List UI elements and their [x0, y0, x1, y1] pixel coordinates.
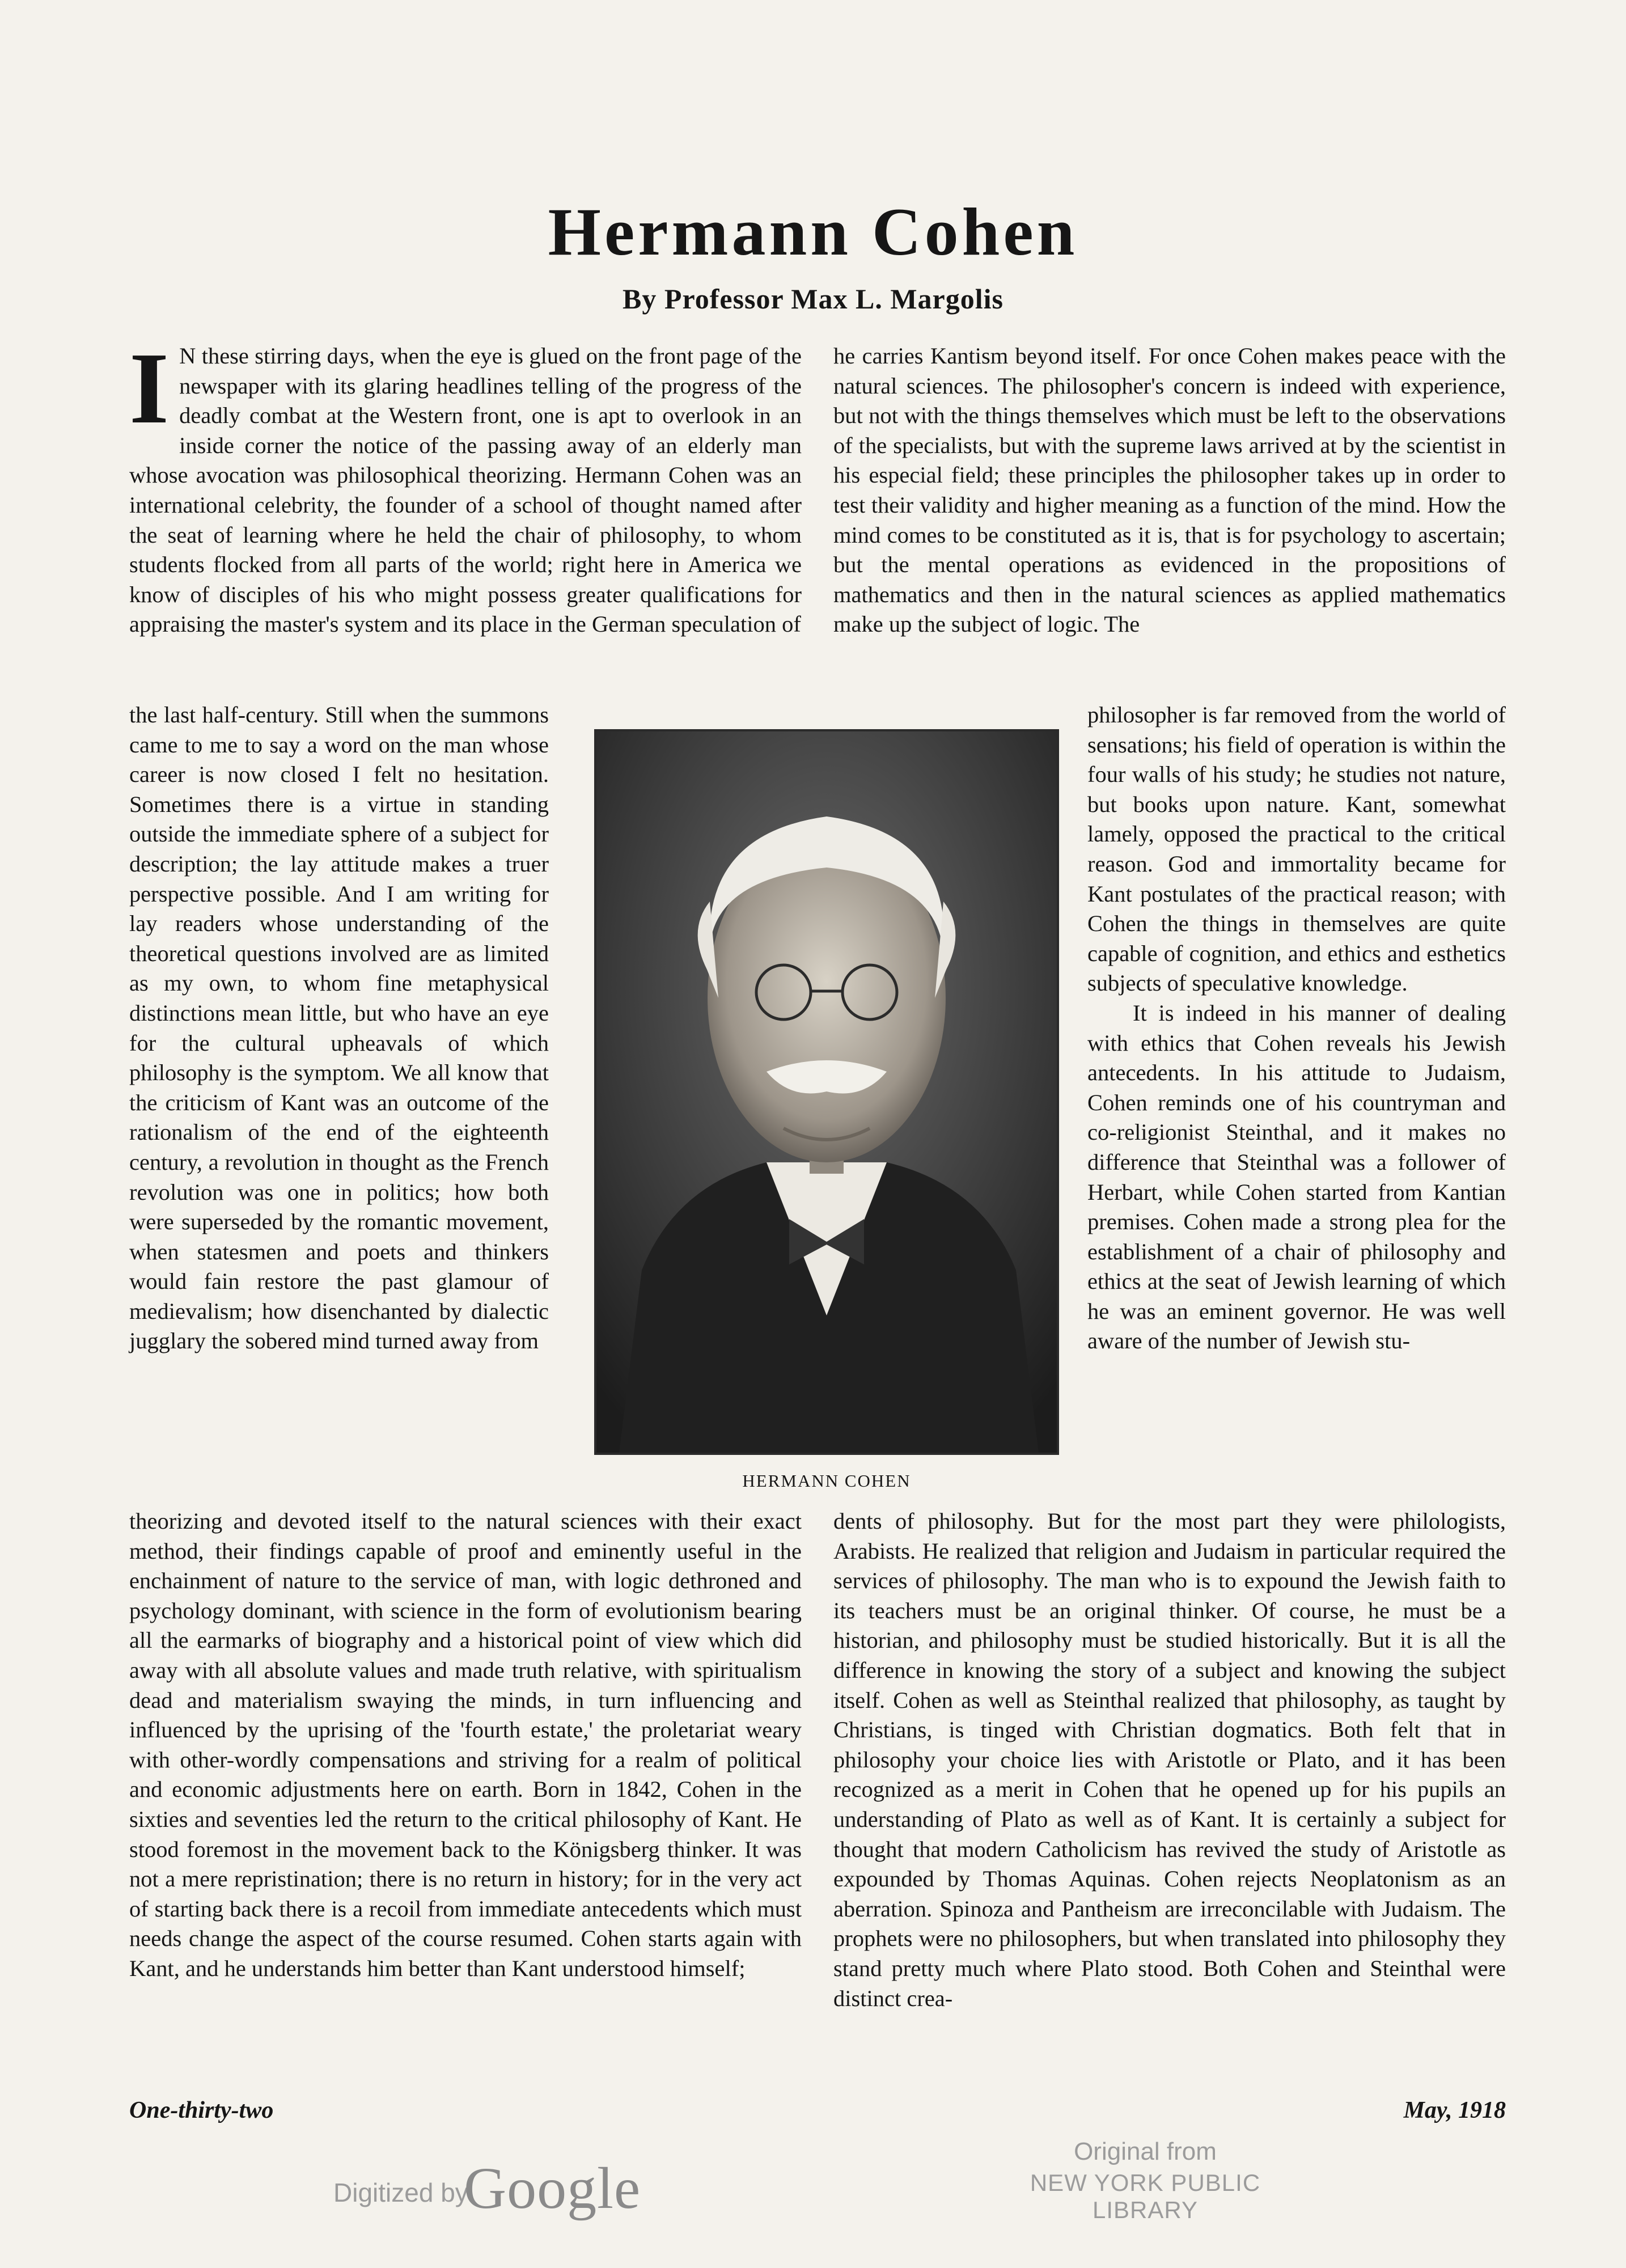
drop-cap: I	[129, 332, 170, 445]
portrait-photo	[594, 729, 1059, 1455]
body-right-mid-para1: philosopher is far removed from the world of sensations; his field of operation is within the four walls of his study; he studies not nature, but books upon nature. Kant, somewhat lamely, opposed the practical to the critical reason. God and immortality became for Kant postulates of the practical reason; with Cohen the things in themselves are quite capable of cognition, and ethics and esthetics subjects of speculative knowledge.	[1087, 702, 1506, 996]
library-name: NEW YORK PUBLIC LIBRARY	[1030, 2169, 1261, 2223]
body-left-top	[129, 332, 802, 640]
article-byline: By Professor Max L. Margolis	[623, 283, 1003, 315]
body-left-mid: the last half-century. Still when the summons came to me to say a word on the man whose career is now closed I felt no hesitation. Sometimes there is a virtue in standing outside the immediate sphere of a subject for description; the lay attitude makes a truer perspective possible. And I am writing for lay readers whose understanding of the theoretical questions involved are as limited as my own, to whom fine metaphysical distinctions mean little, but who have an eye for the cultural upheavals of which philosophy is the symptom. We all know that the criticism of Kant was an outcome of the rationalism of the end of the eighteenth century, a revolution in thought as the French revolution was one in politics; how both were superseded by the romantic movement, when statesmen and poets and thinkers would fain restore the past glamour of medievalism; how disenchanted by dialectic jugglary the sobered mind turned away from	[129, 702, 549, 1354]
photo-caption: HERMANN COHEN	[742, 1471, 911, 1491]
body-right-top: he carries Kantism beyond itself. For once Cohen makes peace with the natural sciences. The philosopher's concern is indeed with experience, but not with the things themselves which must be left to the observations of the specialists, but with the supreme laws arrived at by the scientist in his especial field; these principles the philosopher takes up in order to test their validity and higher meaning as a function of the mind. How the mind comes to be constituted as it is, that is for psychology to ascertain; but the mental operations as evidenced in the propositions of mathematics and then in the natural sciences as applied mathematics make up the subject of logic. The	[833, 343, 1506, 637]
google-logo: Google	[464, 2156, 641, 2221]
body-right-mid-para2: It is indeed in his manner of dealing with ethics that Cohen reveals his Jewish antecedents. In his attitude to Judaism, Cohen reminds one of his countryman and co-religionist Steinthal, and it makes no difference that Steinthal was a follower of Herbart, while Cohen started from Kantian premises. Cohen made a strong plea for the establishment of a chair of philosophy and ethics at the seat of Jewish learning of which he was an eminent governor. He was well aware of the number of Jewish stu-	[1087, 1000, 1506, 1354]
portrait-illustration	[596, 731, 1057, 1453]
page-number-label: One-thirty-two	[129, 2097, 274, 2123]
issue-date: May, 1918	[1403, 2097, 1506, 2123]
digitized-by-label: Digitized by	[333, 2178, 468, 2207]
body-text-left-top: N these stirring days, when the eye is glued on the front page of the newspaper with its glaring headlines telling of the progress of the deadly combat at the Western front, one is apt to overlook in an inside corner the notice of the passing away of an elderly man whose avocation was philosophical theorizing. Hermann Cohen was an international celebrity, the founder of a school of thought named after the seat of learning where he held the chair of philosophy, to whom students flocked from all parts of the world; right here in America we know of disciples of his who might possess greater qualifications for appraising the master's system and its place in the German speculation of	[129, 343, 802, 637]
article-title: Hermann Cohen	[548, 194, 1078, 269]
body-right-mid	[1087, 700, 1506, 1356]
original-from-label: Original from	[1074, 2138, 1217, 2165]
body-right-bottom: dents of philosophy. But for the most part they were philologists, Arabists. He realized that religion and Judaism in particular required the services of philosophy. The man who is to expound the Jewish faith to its teachers must be an original thinker. Of course, he must be a historian, and philosophy must be studied historically. But it is all the difference in knowing the story of a subject and knowing the subject itself. Cohen as well as Steinthal realized that philosophy, as taught by Christians, is tinged with Christian dogmatics. Both felt that in philosophy your choice lies with Aristotle or Plato, and it has been recognized as a merit in Cohen that he opened up for his pupils an understanding of Plato as well as of Kant. It is certainly a subject for thought that modern Catholicism has revived the study of Aristotle as expounded by Thomas Aquinas. Cohen rejects Neoplatonism as an aberration. Spinoza and Pantheism are irreconcilable with Judaism. The prophets were no philosophers, but when translated into philosophy they stand pretty much where Plato stood. Both Cohen and Steinthal were distinct crea-	[833, 1508, 1506, 2011]
body-left-bottom: theorizing and devoted itself to the natural sciences with their exact method, their findings capable of proof and eminently useful in the enchainment of nature to the service of man, with logic dethroned and psychology dominant, with science in the form of evolutionism bearing all the earmarks of biography and a historical point of view which did away with all absolute values and made truth relative, with spiritualism dead and materialism swaying the minds, in turn influencing and influenced by the uprising of the 'fourth estate,' the proletariat weary with other-wordly compensations and striving for a realm of political and economic adjustments here on earth. Born in 1842, Cohen in the sixties and seventies led the return to the critical philosophy of Kant. He stood foremost in the movement back to the Königsberg thinker. It was not a mere repristination; there is no return in history; for in the very act of starting back there is a recoil from immediate antecedents which must needs change the aspect of the course resumed. Cohen starts again with Kant, and he understands him better than Kant understood himself;	[129, 1508, 802, 1981]
